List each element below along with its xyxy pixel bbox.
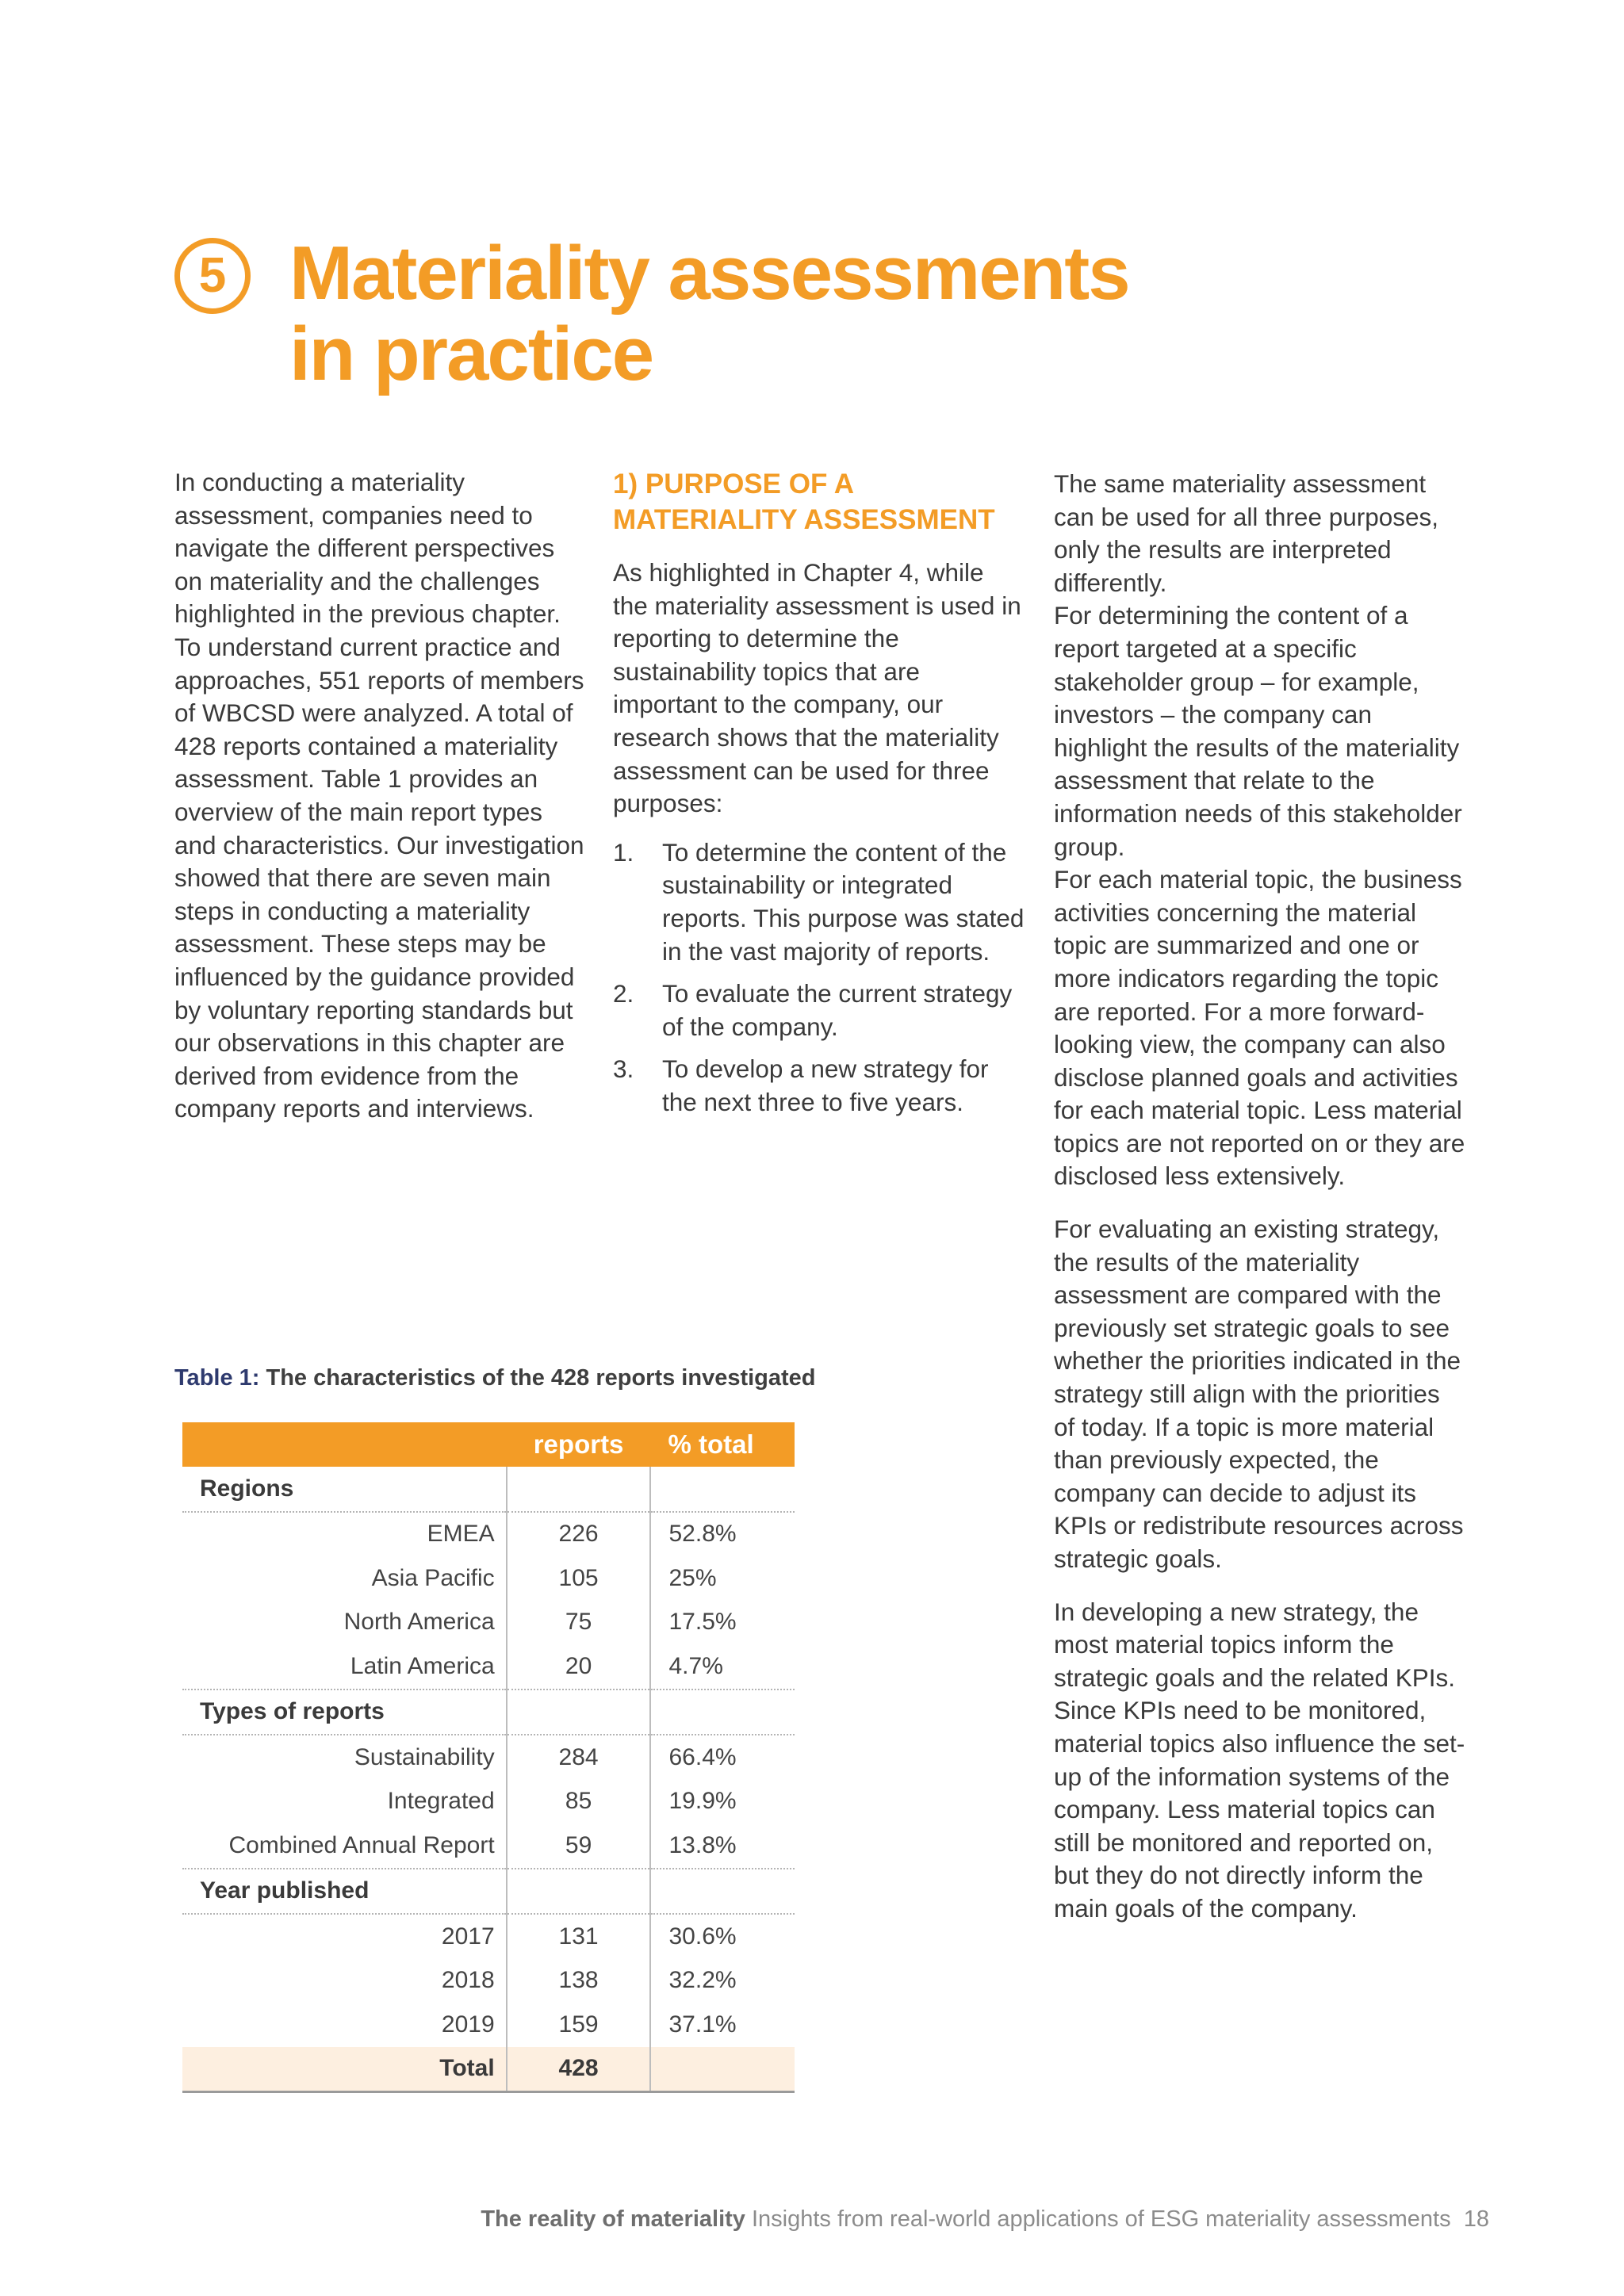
total-row: [182, 2047, 795, 2092]
list-item-number: 3.: [613, 1054, 634, 1084]
row-reports: 138: [507, 1959, 651, 2003]
row-label: Integrated: [182, 1780, 507, 1824]
row-pct: 52.8%: [668, 1521, 737, 1548]
footer-publication-title: The reality of materiality: [481, 2206, 745, 2232]
chapter-title-line-2: in practice: [289, 312, 653, 396]
purpose-heading: 1) PURPOSE OF A MATERIALITY ASSESSMENT: [613, 469, 995, 535]
paragraph-report-content: For determining the content of a report targeted at a specific stakeholder group – for example, investors – the company can highlight the results of the materiality assessment that relate to the information needs of this stakeholder group.: [1054, 601, 1462, 861]
header-reports: reports: [507, 1422, 651, 1467]
row-label: 2017: [182, 1914, 507, 1959]
row-pct: 32.2%: [668, 1967, 737, 1994]
empty-cell: [507, 1467, 651, 1512]
list-item-number: 1.: [613, 837, 634, 867]
row-label: Combined Annual Report: [182, 1823, 507, 1869]
group-label: Types of reports: [182, 1689, 507, 1735]
chapter-title: [289, 233, 1129, 395]
table-row: [182, 1914, 795, 1959]
row-pct: 66.4%: [668, 1743, 737, 1770]
purpose-column: [613, 466, 1025, 1129]
empty-cell: [507, 1689, 651, 1735]
group-label: Year published: [182, 1869, 507, 1915]
table-header-row: [182, 1422, 795, 1467]
empty-cell: [507, 1869, 651, 1915]
table-row: [182, 1735, 795, 1780]
row-pct: 19.9%: [668, 1788, 737, 1815]
row-reports: 85: [507, 1780, 651, 1824]
paragraph-gap: [1054, 1576, 1466, 1596]
paragraph-evaluate-strategy: For evaluating an existing strategy, the results of the materiality assessment are compared with the previously set strategic goals to see whether the priorities indicated in the strategy still align with the priorities of today. If a topic is more material than previously expected, the company can decide to adjust its KPIs or redistribute resources across strategic goals.: [1054, 1215, 1464, 1573]
table-row: [182, 1780, 795, 1824]
footer-subtitle: Insights from real-world applications of ESG materiality assessments: [745, 2206, 1451, 2232]
table-row: [182, 2003, 795, 2047]
paragraph-gap: [1054, 1193, 1466, 1213]
paragraph-new-strategy: In developing a new strategy, the most material topics inform the strategic goals and the related KPIs. Since KPIs need to be monitored, material topics also influence the set-up of the information systems of the company. Less material topics can still be monitored and reported on, but they do not directly inform the main goals of the company.: [1054, 1597, 1465, 1923]
group-row-types: [182, 1689, 795, 1735]
table-row: [182, 1556, 795, 1601]
empty-cell: [650, 1689, 795, 1735]
paragraph-same-assessment: The same materiality assessment can be used for all three purposes, only the results are interpreted differently.: [1054, 469, 1439, 597]
table-caption-text: The characteristics of the 428 reports investigated: [259, 1365, 816, 1391]
group-row-regions: [182, 1467, 795, 1512]
list-item-number: 2.: [613, 979, 634, 1008]
row-pct: 17.5%: [668, 1609, 737, 1636]
chapter-title-line-1: Materiality assessments: [289, 231, 1129, 316]
table-caption-lead: Table 1:: [174, 1365, 260, 1391]
row-pct: 37.1%: [668, 2011, 737, 2038]
table-row: [182, 1601, 795, 1645]
row-reports: 105: [507, 1556, 651, 1601]
page-footer: [481, 2206, 1489, 2233]
row-pct: 25%: [668, 1564, 717, 1591]
row-reports: 226: [507, 1512, 651, 1557]
table-row: [182, 1959, 795, 2003]
empty-cell: [650, 1869, 795, 1915]
group-label: Regions: [182, 1467, 507, 1512]
row-reports: 284: [507, 1735, 651, 1780]
purpose-list: [613, 836, 1025, 1119]
reports-table: [182, 1422, 795, 2093]
purpose-intro: As highlighted in Chapter 4, while the materiality assessment is used in reporting to determine the sustainability topics that are important to the company, our research shows that the materiality assessment can be used for three purposes:: [613, 558, 1021, 818]
list-item-text: To develop a new strategy for the next three to five years.: [662, 1054, 989, 1116]
explanation-column: [1054, 468, 1466, 1926]
row-label: North America: [182, 1601, 507, 1645]
row-reports: 75: [507, 1601, 651, 1645]
table-row: [182, 1823, 795, 1869]
row-pct: 30.6%: [668, 1923, 737, 1950]
empty-cell: [650, 2047, 795, 2092]
row-label: Latin America: [182, 1644, 507, 1689]
row-label: Asia Pacific: [182, 1556, 507, 1601]
empty-cell: [650, 1467, 795, 1512]
purpose-list-item: [613, 836, 1025, 968]
header-blank: [182, 1422, 507, 1467]
purpose-list-item: [613, 978, 1025, 1043]
row-label: Sustainability: [182, 1735, 507, 1780]
group-row-year: [182, 1869, 795, 1915]
list-item-text: To determine the content of the sustainability or integrated reports. This purpose was stated in the vast majority of reports.: [662, 837, 1025, 966]
row-label: 2019: [182, 2003, 507, 2047]
total-label: Total: [182, 2047, 507, 2092]
intro-column: [174, 466, 587, 1126]
row-reports: 159: [507, 2003, 651, 2047]
row-pct: 13.8%: [650, 1823, 795, 1869]
row-label: EMEA: [182, 1512, 507, 1557]
table-row: [182, 1644, 795, 1689]
row-label: 2018: [182, 1959, 507, 2003]
row-reports: 59: [507, 1823, 651, 1869]
row-reports: 20: [507, 1644, 651, 1689]
intro-paragraph: In conducting a materiality assessment, companies need to navigate the different perspectives on materiality and the challenges highlighted in the previous chapter. To understand current practice and approaches, 551 reports of members of WBCSD were analyzed. A total of 428 reports contained a materiality assessment. Table 1 provides an overview of the main report types and characteristics. Our investigation showed that there are seven main steps in conducting a materiality assessment. These steps may be influenced by the guidance provided by voluntary reporting standards but our observations in this chapter are derived from evidence from the company reports and interviews.: [174, 468, 584, 1123]
purpose-list-item: [613, 1053, 1025, 1119]
row-pct: 4.7%: [650, 1644, 795, 1689]
row-reports: 131: [507, 1914, 651, 1959]
chapter-number-badge: 5: [174, 238, 251, 314]
paragraph-material-topic: For each material topic, the business activities concerning the material topic are summarized and one or more indicators regarding the topic are reported. For a more forward-looking view, the company can also disclose planned goals and activities for each material topic. Less material topics are not reported on or they are disclosed less extensively.: [1054, 865, 1465, 1191]
table-row: [182, 1512, 795, 1557]
total-value: 428: [507, 2047, 651, 2092]
page-number: 18: [1463, 2206, 1489, 2232]
header-pct-total: % total: [650, 1422, 795, 1467]
table-caption: [174, 1365, 816, 1391]
list-item-text: To evaluate the current strategy of the company.: [662, 979, 1013, 1041]
